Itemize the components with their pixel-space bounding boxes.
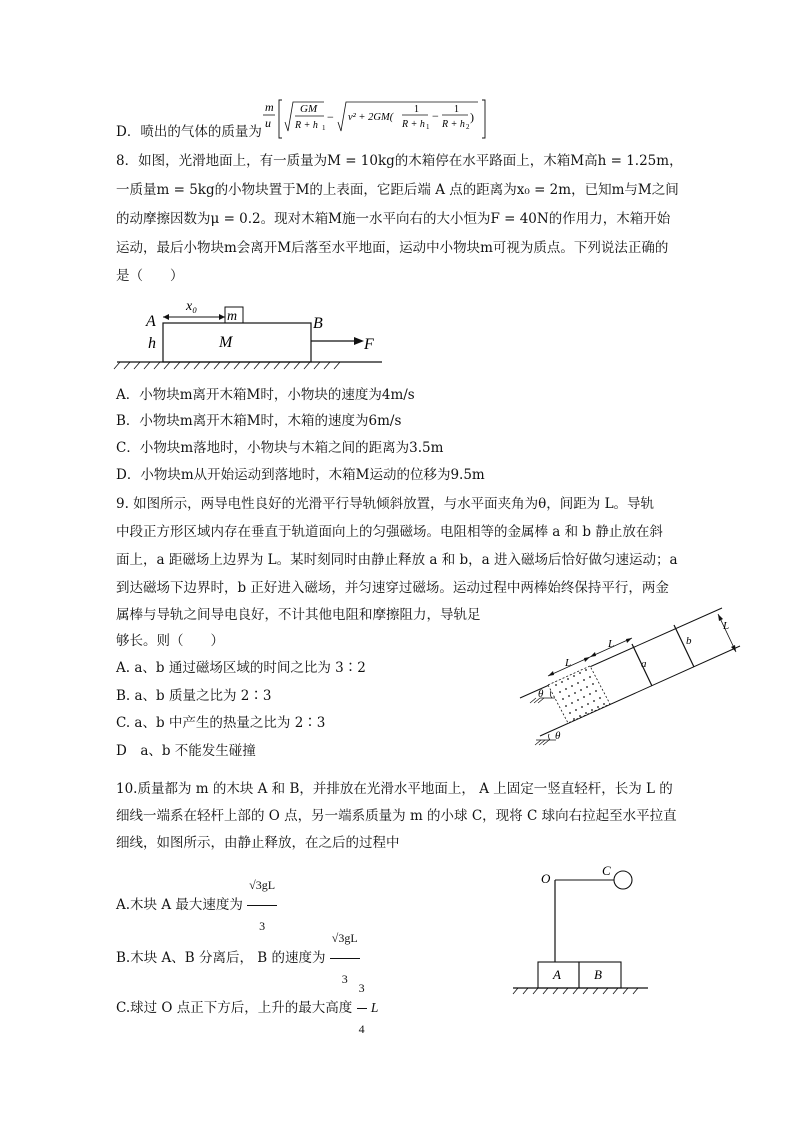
q7-v2: v² + 2GM( xyxy=(348,112,394,123)
q8-label-M: M xyxy=(219,334,233,351)
q10-option-a-den: 3 xyxy=(259,919,266,933)
q9-figure xyxy=(510,600,760,750)
q8-label-m: m xyxy=(227,309,238,324)
q7-coef-num: m xyxy=(265,100,274,114)
q8-line-2: 一质量m = 5kg的小物块置于M的上表面，它距后端 A 点的距离为x₀ = 2m，已知m与M之间 xyxy=(116,182,679,198)
q10-option-b-label: B.木块 A、B 分离后， B 的速度为 xyxy=(116,950,326,966)
svg-text:): ) xyxy=(470,110,474,124)
q8-line-5: 是（ ） xyxy=(116,268,184,284)
q9-option-c: C. a、b 中产生的热量之比为 2∶3 xyxy=(116,715,326,731)
q10-line-2: 细线一端系在轻杆上部的 O 点，另一端系质量为 m 的小球 C，现将 C 球向右拉起至水平拉直 xyxy=(116,808,677,824)
q7-formula xyxy=(260,96,490,140)
q9-label-theta-top: θ xyxy=(538,688,544,700)
q9-line-2: 中段正方形区域内存在垂直于轨道面向上的匀强磁场。电阻相等的金属棒 a 和 b 静止放在斜 xyxy=(116,524,663,540)
q10-label-B: B xyxy=(594,967,602,982)
q8-label-x0: x₀ xyxy=(186,299,198,314)
q9-line-4: 到达磁场下边界时，b 正好进入磁场，并匀速穿过磁场。运动过程中两棒始终保持平行，两金 xyxy=(116,580,669,596)
q8-option-a: A．小物块m离开木箱M时，小物块的速度为4m/s xyxy=(116,387,415,403)
q7-option-d-label: D．喷出的气体的质量为 xyxy=(116,124,262,140)
q8-label-h: h xyxy=(148,335,156,352)
q9-label-b: b xyxy=(686,635,692,647)
q7-one-b: 1 xyxy=(454,104,459,115)
q10-figure xyxy=(508,862,658,1002)
q10-option-c-den: 4 xyxy=(358,1022,365,1036)
q10-option-b-den: 3 xyxy=(341,972,348,986)
q10-ball-C xyxy=(614,871,632,889)
q10-option-c xyxy=(116,968,378,1049)
q9-option-d: D a、b 不能发生碰撞 xyxy=(116,743,256,759)
q7-one-a: 1 xyxy=(414,104,419,115)
q9-line-3: 面上，a 距磁场上边界为 L。某时刻同时由静止释放 a 和 b，a 进入磁场后恰好做匀速运动；a xyxy=(116,552,678,568)
q7-minus2: − xyxy=(432,109,439,123)
q7-minus1: − xyxy=(327,110,334,124)
q7-sub1: 1 xyxy=(322,124,326,132)
q10-option-c-fraction xyxy=(357,968,367,1049)
q9-option-b: B. a、b 质量之比为 2∶3 xyxy=(116,688,272,704)
q10-option-a-num: √3gL xyxy=(247,865,277,906)
q10-label-C: C xyxy=(602,863,611,878)
q7-sub1b: 1 xyxy=(426,123,430,131)
q10-label-A: A xyxy=(553,967,561,982)
q10-label-O: O xyxy=(541,871,551,886)
q9-line-5: 属棒与导轨之间导电良好，不计其他电阻和摩擦阻力，导轨足 xyxy=(116,607,481,623)
q10-option-a-label: A.木块 A 最大速度为 xyxy=(116,897,243,913)
q7-rh2: R + h xyxy=(442,119,465,130)
q7-rh1: R + h xyxy=(295,120,318,131)
q8-line-4: 运动，最后小物块m会离开M后落至水平地面，运动中小物块m可视为质点。下列说法正确的 xyxy=(116,240,669,256)
q8-option-d: D．小物块m从开始运动到落地时，木箱M运动的位移为9.5m xyxy=(116,467,485,483)
q8-box-M xyxy=(163,323,311,362)
q7-coef-den: u xyxy=(265,116,271,130)
q9-label-L-3: L xyxy=(723,620,730,632)
q8-figure xyxy=(112,296,392,376)
q7-option-d xyxy=(116,122,262,142)
q9-label-L-2: L xyxy=(608,638,615,650)
q10-option-b-num: √3gL xyxy=(330,918,360,959)
q8-option-c: C．小物块m落地时，小物块与木箱之间的距离为3.5m xyxy=(116,440,444,456)
q10-option-c-num: 3 xyxy=(357,968,367,1009)
q7-rh1b: R + h xyxy=(402,119,425,130)
q10-line-3: 细线，如图所示，由静止释放，在之后的过程中 xyxy=(116,835,400,851)
q9-label-L-1: L xyxy=(565,657,572,669)
q8-label-F: F xyxy=(364,336,374,353)
q10-option-c-label: C.球过 O 点正下方后，上升的最大高度 xyxy=(116,1000,353,1016)
q8-line-3: 的动摩擦因数为μ = 0.2。现对木箱M施一水平向右的大小恒为F = 40N的作用力，木箱开始 xyxy=(116,211,671,227)
q9-option-a: A. a、b 通过磁场区域的时间之比为 3∶2 xyxy=(116,660,366,676)
q9-label-theta-bottom: θ xyxy=(555,730,561,742)
q8-label-A: A xyxy=(146,313,156,330)
q10-option-c-tail: L xyxy=(370,1000,379,1015)
q10-line-1: 10.质量都为 m 的木块 A 和 B，并排放在光滑水平地面上， A 上固定一竖直轻杆，长为 L 的 xyxy=(116,781,673,797)
q9-line-6: 够长。则（ ） xyxy=(116,633,224,649)
q9-line-1: 9. 如图所示，两导电性良好的光滑平行导轨倾斜放置，与水平面夹角为θ，间距为 L。导轨 xyxy=(116,496,655,512)
q8-line-1: 8．如图，光滑地面上，有一质量为M = 10kg的木箱停在水平路面上，木箱M高h = 1.25m， xyxy=(116,153,683,169)
q7-sub2: 2 xyxy=(466,123,470,131)
q8-label-B: B xyxy=(313,315,323,332)
q9-label-a: a xyxy=(641,658,647,670)
q7-gm: GM xyxy=(300,103,318,115)
q8-option-b: B．小物块m离开木箱M时，木箱的速度为6m/s xyxy=(116,413,402,429)
